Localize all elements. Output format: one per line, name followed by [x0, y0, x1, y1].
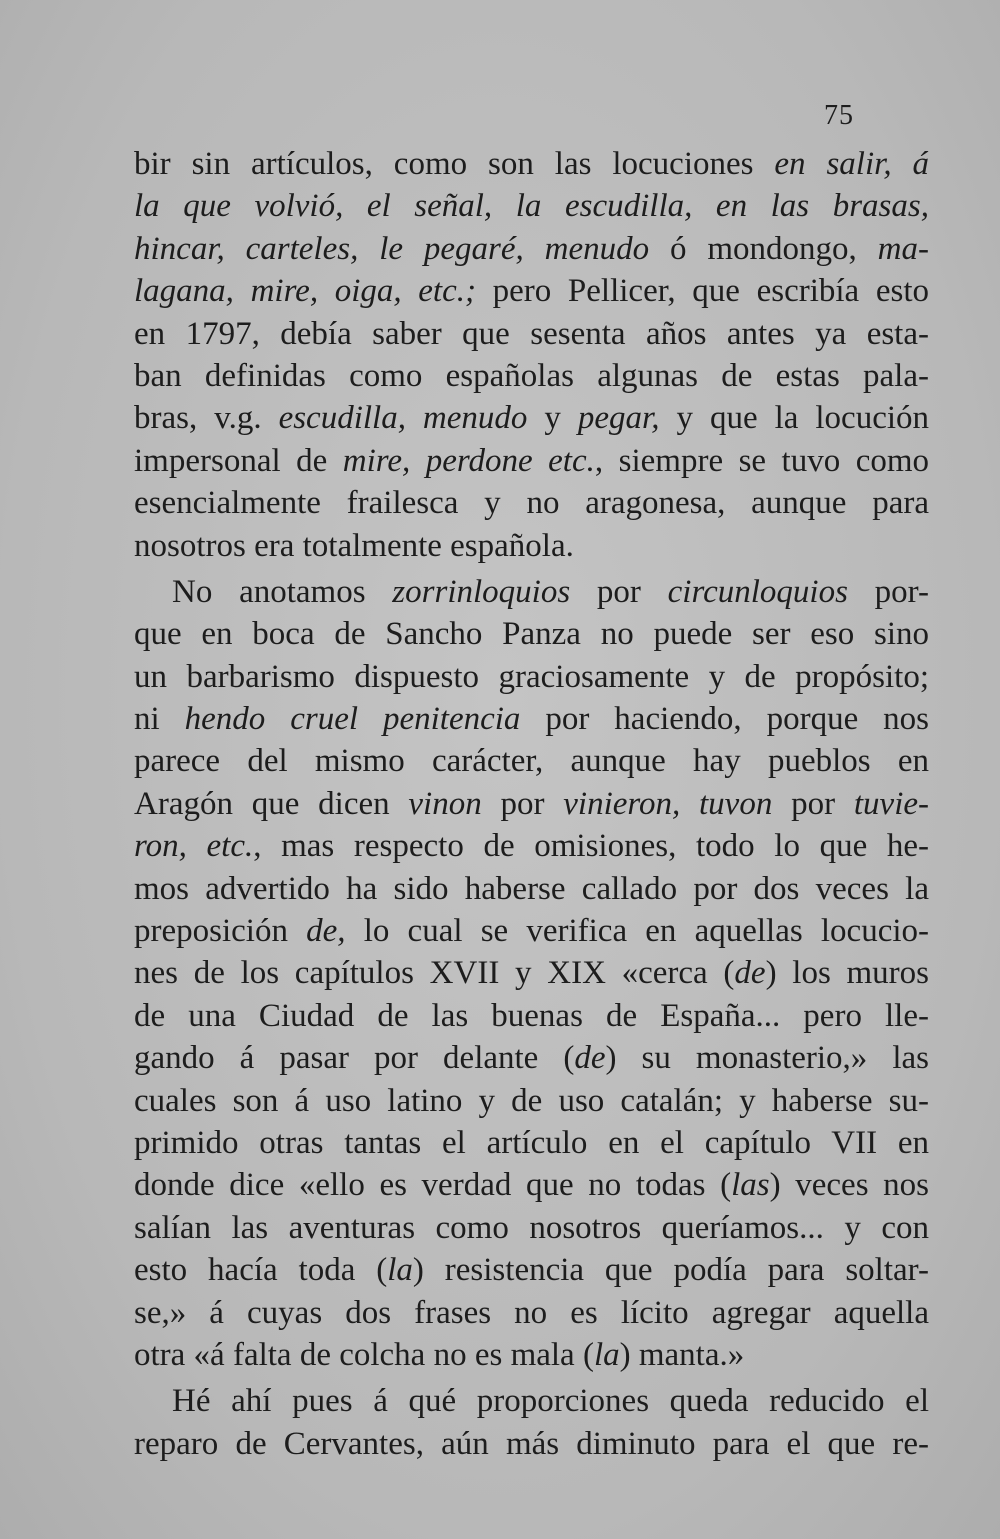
italic-text: vinieron, tuvon: [563, 785, 773, 822]
italic-text: la que volvió, el señal, la escudilla, en las brasas,: [134, 188, 929, 225]
text-segment: pero Pellicer, que escribía esto: [476, 273, 929, 310]
text-line: [134, 952, 929, 994]
text-segment: , mas respecto de omisiones, todo lo que he-: [253, 828, 929, 865]
text-line: [134, 397, 929, 439]
text-segment: ) los muros: [765, 955, 929, 992]
text-segment: esto hacía toda (: [134, 1252, 388, 1289]
text-line: [134, 1249, 929, 1291]
text-line: [134, 313, 929, 355]
italic-text: de: [734, 955, 766, 992]
text-segment: y: [527, 400, 578, 437]
text-line: [134, 698, 929, 740]
italic-text: mire, perdone etc.: [342, 442, 595, 479]
text-line: [134, 440, 929, 482]
text-line: [134, 613, 929, 655]
text-segment: bir sin artículos, como son las locuciones: [134, 146, 775, 182]
text-segment: ) su monasterio,» las: [605, 1040, 929, 1077]
text-segment: por-: [847, 573, 929, 610]
text-segment: No anotamos: [172, 573, 393, 610]
text-segment: parece del mismo carácter, aunque hay pueblos en: [134, 743, 929, 780]
text-line: [134, 995, 929, 1037]
italic-text: escudilla, menudo: [278, 400, 528, 437]
text-segment: ban definidas como españolas algunas de estas pala-: [134, 357, 929, 394]
italic-text: hincar, carteles, le pegaré, menudo: [134, 230, 650, 267]
text-segment: por haciendo, porque nos: [520, 701, 930, 738]
text-segment: por: [772, 785, 854, 822]
text-segment: ) veces nos: [769, 1167, 929, 1204]
text-segment: de una Ciudad de las buenas de España... pero lle-: [134, 997, 929, 1034]
italic-text: en salir, á: [774, 146, 929, 182]
text-segment: reparo de Cervantes, aún más diminuto para el que re-: [134, 1425, 929, 1462]
text-segment: donde dice «ello es verdad que no todas (: [134, 1167, 732, 1204]
text-line: [134, 1423, 929, 1465]
text-line: [134, 1207, 929, 1249]
text-segment: salían las aventuras como nosotros queríamos... y con: [134, 1209, 929, 1246]
text-segment: mos advertido ha sido haberse callado por dos veces la: [134, 870, 929, 907]
text-segment: nosotros era totalmente española.: [134, 527, 574, 564]
text-line: [134, 525, 929, 567]
italic-text: zorrinloquios: [392, 573, 571, 610]
text-line: [134, 656, 929, 698]
text-segment: en 1797, debía saber que sesenta años antes ya esta-: [134, 315, 929, 352]
italic-text: ron, etc.: [134, 828, 254, 865]
italic-text: vinon: [408, 785, 482, 822]
text-segment: Aragón que dicen: [134, 785, 409, 822]
text-segment: un barbarismo dispuesto graciosamente y de propósito;: [134, 658, 929, 695]
text-line: [134, 1080, 929, 1122]
text-line: [134, 740, 929, 782]
body-text: [134, 143, 929, 1465]
text-line: [134, 783, 929, 825]
text-segment: esencialmente frailesca y no aragonesa, aunque para: [134, 485, 929, 522]
text-line: [134, 270, 929, 312]
italic-text: las: [731, 1167, 770, 1204]
text-line: [134, 825, 929, 867]
text-line: [134, 1334, 929, 1376]
text-segment: que en boca de Sancho Panza no puede ser eso sino: [134, 616, 929, 653]
italic-text: pegar,: [577, 400, 660, 437]
text-segment: otra «á falta de colcha no es mala (: [134, 1336, 594, 1373]
text-segment: Hé ahí pues á qué proporciones queda reducido el: [172, 1383, 929, 1420]
text-segment: primido otras tantas el artículo en el capítulo VII en: [134, 1124, 929, 1161]
italic-text: circunloquios: [667, 573, 848, 610]
text-segment: bras, v.g.: [134, 400, 279, 437]
text-line: [134, 1292, 929, 1334]
text-line: [134, 185, 929, 227]
text-line: [134, 1037, 929, 1079]
italic-text: lagana, mire, oiga, etc.;: [134, 273, 476, 310]
text-segment: , siempre se tuvo como: [594, 442, 930, 479]
italic-text: la: [387, 1252, 413, 1289]
text-line: [134, 868, 929, 910]
text-line: [134, 228, 929, 270]
text-line: [134, 355, 929, 397]
text-segment: ) manta.»: [619, 1336, 745, 1373]
text-segment: ) resistencia que podía para soltar-: [412, 1252, 929, 1289]
text-segment: nes de los capítulos XVII y XIX «cerca (: [134, 955, 735, 992]
text-segment: por: [481, 785, 564, 822]
text-segment: ó mondongo,: [649, 230, 878, 267]
text-segment: por: [570, 573, 668, 610]
italic-text: la: [593, 1336, 620, 1373]
italic-text: de,: [306, 913, 346, 950]
italic-text: de: [574, 1040, 606, 1077]
italic-text: ma-: [877, 230, 929, 267]
italic-text: tuvie-: [853, 785, 929, 822]
text-line: [134, 482, 929, 524]
italic-text: hendo cruel penitencia: [184, 701, 521, 738]
text-segment: se,» á cuyas dos frases no es lícito agregar aquella: [134, 1294, 929, 1331]
text-segment: impersonal de: [134, 442, 343, 479]
text-line: [134, 143, 929, 185]
text-segment: y que la locución: [659, 400, 930, 437]
text-line: [134, 1164, 929, 1206]
page-number: 75: [824, 100, 854, 131]
text-segment: preposición: [134, 913, 307, 950]
text-line: [134, 910, 929, 952]
text-line: [134, 1380, 929, 1422]
text-line: [134, 571, 929, 613]
text-segment: lo cual se verifica en aquellas locucio-: [345, 913, 929, 950]
text-segment: gando á pasar por delante (: [134, 1040, 575, 1077]
text-line: [134, 1122, 929, 1164]
text-segment: cuales son á uso latino y de uso catalán; y haberse su-: [134, 1082, 929, 1119]
text-segment: ni: [134, 701, 185, 738]
